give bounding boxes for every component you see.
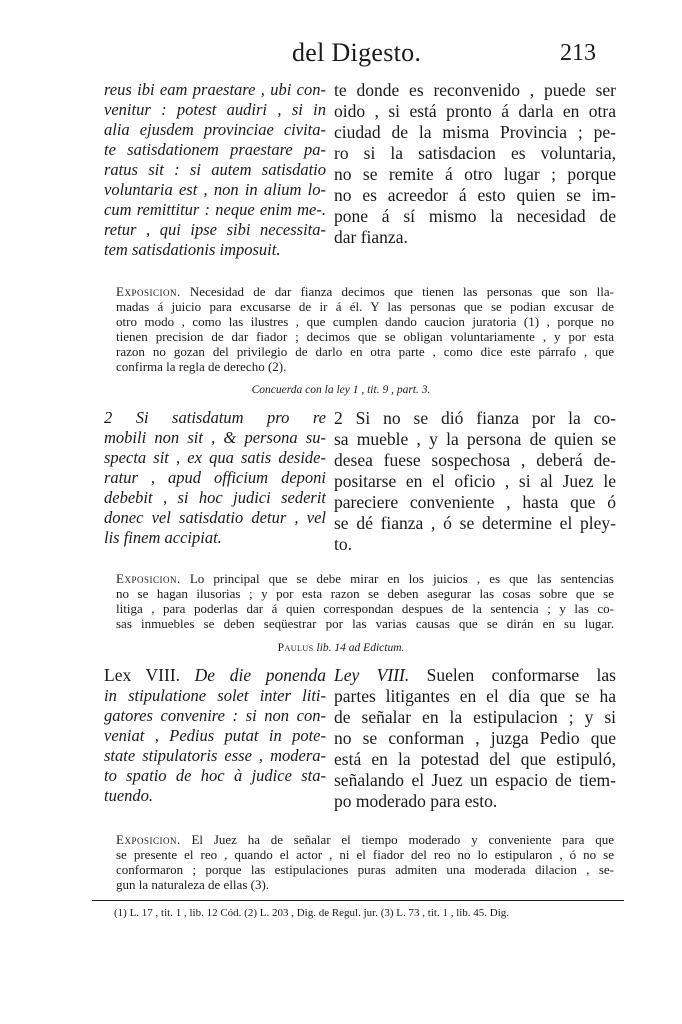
text-line: no se conforman , juzga Pedio que: [334, 728, 616, 748]
text-line: donec vel satisdatio detur , vel: [104, 508, 326, 527]
text-line: positarse en el oficio , si al Juez le: [334, 471, 616, 491]
exposicion-label: Exposicion.: [116, 571, 181, 586]
text-line: lis finem accipiat.: [104, 528, 222, 547]
text-line: ciudad de la misma Provincia ; pe-: [334, 122, 616, 142]
citation-author: Paulus: [277, 642, 314, 654]
text-line: te satisdationem praestare pa-: [104, 140, 326, 159]
exposicion-line: tienen precision de dar fiador ; decimos que se obligan voluntariamente , y por esta: [116, 329, 614, 344]
text-line: po moderado para esto.: [334, 791, 498, 811]
page-number: 213: [560, 40, 596, 66]
text-line: 2 Si satisdatum pro re: [104, 408, 326, 427]
footnotes: (1) L. 17 , tit. 1 , lib. 12 Cód. (2) L. 203 , Dig. de Regul. jur. (3) L. 73 , tit. 1 , lib. 45. Dig.: [114, 907, 510, 919]
text-line: pareciere conveniente , hasta que ó: [334, 492, 616, 512]
latin-column: [104, 664, 326, 806]
text-line: alia ejusdem provinciae civita-: [104, 120, 326, 139]
text-line: in stipulatione solet inter liti-: [104, 686, 326, 705]
exposicion-line: madas á juicio para excusarse de ir á él. Y las personas que se podian excusar de: [116, 299, 614, 314]
exposicion-line: se presente el reo , quando el actor , ni el fiador del reo no lo estipularon , ó no se: [116, 847, 614, 862]
footnote-rule: [92, 900, 624, 901]
latin-column: [104, 408, 326, 548]
exposicion-line: confirma la regla de derecho (2).: [116, 359, 287, 374]
text-line: ro si la satisdacion es voluntaria,: [334, 143, 616, 163]
text-line: ratus sit : si autem satisdatio: [104, 160, 326, 179]
latin-column: [104, 80, 326, 260]
text-line: retur , qui ipse sibi necessita-: [104, 220, 326, 239]
exposicion-line: Exposicion. Necesidad de dar fianza decimos que tienen las personas que son lla-: [116, 284, 614, 299]
text-line: debebit , si hoc judici sederit: [104, 488, 326, 507]
text-line: te donde es reconvenido , puede ser: [334, 80, 616, 100]
running-title: del Digesto.: [292, 38, 422, 67]
parallel-text-block-3: [104, 664, 616, 824]
concordance-note: Concuerda con la ley 1 , tit. 9 , part. 3.: [251, 384, 431, 396]
text-line: reus ibi eam praestare , ubi con-: [104, 80, 326, 99]
running-header: [0, 38, 682, 72]
citation-work: lib. 14 ad Edictum.: [313, 642, 405, 654]
ley-number: Ley VIII.: [334, 665, 410, 685]
text-line: señalando el Juez un espacio de tiem-: [334, 770, 616, 790]
text-line: 2 Si no se dió fianza por la co-: [334, 408, 616, 428]
exposicion-line: sas inmuebles se deben seqüestrar por las varias causas que se dirán en su lugar.: [116, 616, 614, 631]
text-line: tem satisdationis imposuit.: [104, 240, 281, 259]
exposicion-line: razon no gozan del privilegio de darlo en otra parte , como dice este párrafo , que: [116, 344, 614, 359]
text-line: specta sit , ex qua satis deside-: [104, 448, 326, 467]
text-line: cum remittitur : neque enim me-.: [104, 200, 326, 219]
parallel-text-block-2: [104, 408, 616, 558]
text-line: no se remite á otro lugar ; porque: [334, 164, 616, 184]
exposicion-line: conformaron ; porque las estipulaciones puras admiten una moderada dilacion , se-: [116, 862, 614, 877]
exposicion-line: otro modo , como las ilustres , que cumplen dando caucion juratoria (1) , porque no: [116, 314, 614, 329]
exposicion-line: litiga , para poderlas dar á quien correspondan despues de la sentencia ; y las co-: [116, 601, 614, 616]
exposicion-block-1: [116, 284, 614, 374]
exposicion-block-2: [116, 571, 614, 631]
spanish-column: [334, 664, 616, 812]
text-line: de señalar en la estipulacion ; y si: [334, 707, 616, 727]
text-line: state stipulatoris esse , modera-: [104, 746, 326, 765]
exposicion-line: no se hagan ilusorias ; y por esta razon se deben asegurar las cosas sobre que se: [116, 586, 614, 601]
text-line: mobili non sit , & persona su-: [104, 428, 326, 447]
lex-heading-line: Lex VIII. De die ponenda: [104, 665, 326, 685]
ley-heading-line: Ley VIII. Suelen conformarse las: [334, 665, 616, 685]
exposicion-block-3: [116, 832, 614, 892]
spanish-column: [334, 408, 616, 555]
text-line: tuendo.: [104, 786, 154, 805]
text-line: oido , si está pronto á darla en otra: [334, 101, 616, 121]
text-line: voluntaria est , non in alium lo-: [104, 180, 326, 199]
exposicion-line: Exposicion. El Juez ha de señalar el tiempo moderado y conveniente para que: [116, 832, 614, 847]
parallel-text-block-1: [104, 80, 616, 270]
source-citation: [0, 642, 682, 654]
exposicion-line: gun la naturaleza de ellas (3).: [116, 877, 270, 892]
text-line: veniat , Pedius putat in pote-: [104, 726, 326, 745]
text-line: to spatio de hoc à judice sta-: [104, 766, 326, 785]
spanish-column: [334, 80, 616, 248]
text-line: está en la potestad del que estipuló,: [334, 749, 616, 769]
text-line: sa mueble , y la persona de quien se: [334, 429, 616, 449]
text-line: dar fianza.: [334, 227, 408, 247]
exposicion-label: Exposicion.: [116, 832, 181, 847]
text-line: partes litigantes en el dia que se ha: [334, 686, 616, 706]
lex-number: Lex VIII.: [104, 665, 181, 685]
exposicion-line: Exposicion. Lo principal que se debe mirar en los juicios , es que las sentencias: [116, 571, 614, 586]
text-line: no es acreedor á esto quien se im-: [334, 185, 616, 205]
text-line: desea fuese sospechosa , deberá de-: [334, 450, 616, 470]
text-line: gatores convenire : si non con-: [104, 706, 326, 725]
text-line: to.: [334, 534, 352, 554]
text-line: venitur : potest audiri , si in: [104, 100, 326, 119]
text-line: pone á sí mismo la necesidad de: [334, 206, 616, 226]
text-line: se dé fianza , ó se determine el pley-: [334, 513, 616, 533]
text-line: ratur , apud officium deponi: [104, 468, 326, 487]
exposicion-label: Exposicion.: [116, 284, 181, 299]
